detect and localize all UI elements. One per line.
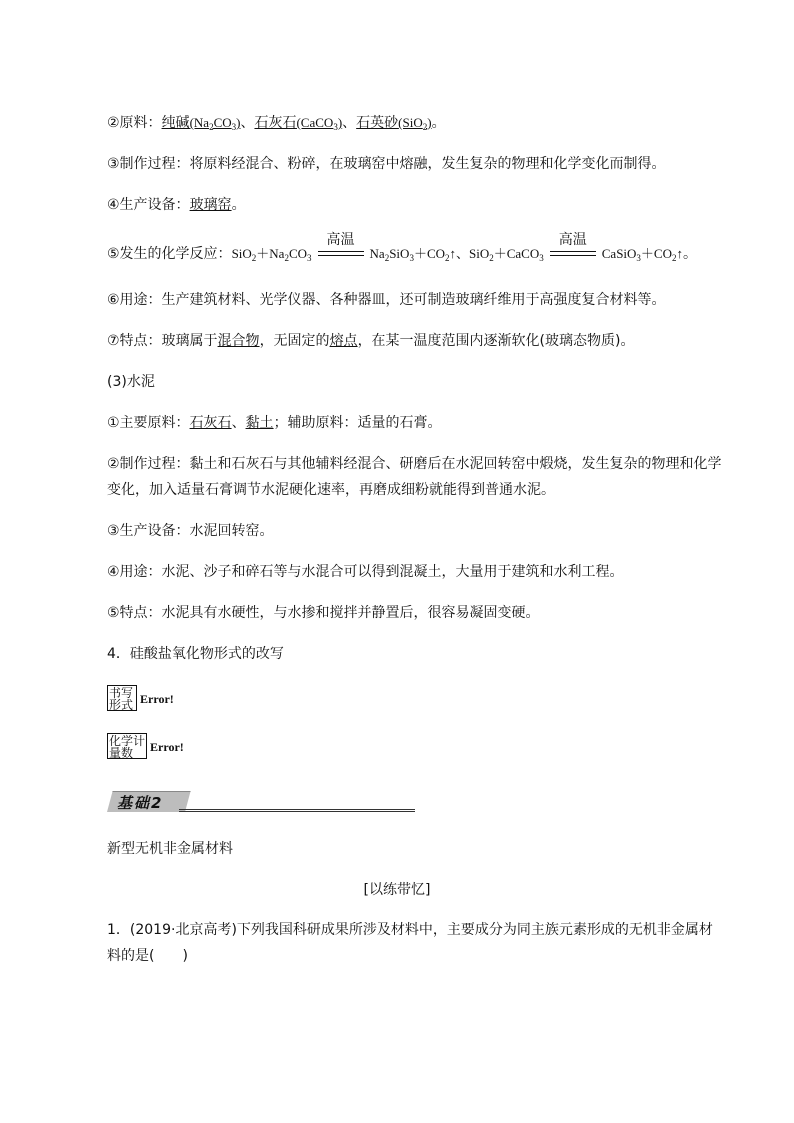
quartz-sand: 石英砂(SiO$_2$) bbox=[356, 115, 432, 132]
section-banner: 基础2 bbox=[107, 791, 415, 813]
error-text-2: Error! bbox=[150, 740, 184, 754]
stoichiometry-box: 化学计 量数 bbox=[109, 734, 146, 760]
limestone: 石灰石(CaCO$_3$) bbox=[254, 115, 343, 132]
glass-process: ③制作过程：将原料经混合、粉碎，在玻璃窑中熔融，发生复杂的物理和化学变化而制得。 bbox=[107, 156, 666, 172]
glass-feature: ⑦特点：玻璃属于混合物，无固定的熔点，在某一温度范围内逐渐软化(玻璃态物质)。 bbox=[107, 333, 635, 349]
glass-reaction: ⑤发生的化学反应：$SiO_2+Na_2CO_3$ 高温 $Na_2SiO_3+CO_2↑$、SiO$_2$＋CaCO$_3$ 高温 $CaSiO_3+CO_2↑$。 bbox=[107, 232, 697, 263]
cement-feature: ⑤特点：水泥具有水硬性，与水掺和搅拌并静置后，很容易凝固变硬。 bbox=[107, 605, 540, 621]
soda-ash: 纯碱$(Na_2CO_3)$ bbox=[161, 115, 241, 132]
cement-heading: (3)水泥 bbox=[107, 374, 155, 390]
question-line1: 1．(2019·北京高考)下列我国科研成果所涉及材料中，主要成分为同主族元素形成的无机非金属材 bbox=[107, 922, 713, 938]
cement-process-line2: 变化，加入适量石膏调节水泥硬化速率，再磨成细粉就能得到普通水泥。 bbox=[107, 482, 555, 498]
question-line2: 料的是( ) bbox=[107, 948, 188, 964]
writing-form-box: 书写 形式 bbox=[107, 685, 137, 711]
reaction-arrow-2: 高温 bbox=[550, 244, 596, 264]
section-subtitle: [以练带忆] bbox=[363, 882, 431, 898]
cement-use: ④用途：水泥、沙子和碎石等与水混合可以得到混凝土，大量用于建筑和水利工程。 bbox=[107, 564, 624, 580]
reaction-arrow-1: 高温 bbox=[318, 244, 364, 264]
cement-raw-materials: ①主要原料：石灰石、黏土；辅助原料：适量的石膏。 bbox=[107, 415, 442, 431]
glass-use: ⑥用途：生产建筑材料、光学仪器、各种器皿，还可制造玻璃纤维用于高强度复合材料等。 bbox=[107, 292, 666, 308]
cement-equipment: ③生产设备：水泥回转窑。 bbox=[107, 523, 274, 539]
glass-raw-materials: ②原料：纯碱$(Na_2CO_3)$、石灰石(CaCO$_3$)、石英砂(SiO$_2$)。 bbox=[107, 115, 446, 132]
cement-process-line1: ②制作过程：黏土和石灰石与其他辅料经混合、研磨后在水泥回转窑中煅烧，发生复杂的物理和化学 bbox=[107, 456, 722, 472]
error-text-1: Error! bbox=[140, 692, 174, 706]
section-title: 新型无机非金属材料 bbox=[107, 841, 233, 857]
silicate-heading: 4．硅酸盐氧化物形式的改写 bbox=[107, 646, 284, 662]
glass-equipment: ④生产设备：玻璃窑。 bbox=[107, 197, 246, 213]
